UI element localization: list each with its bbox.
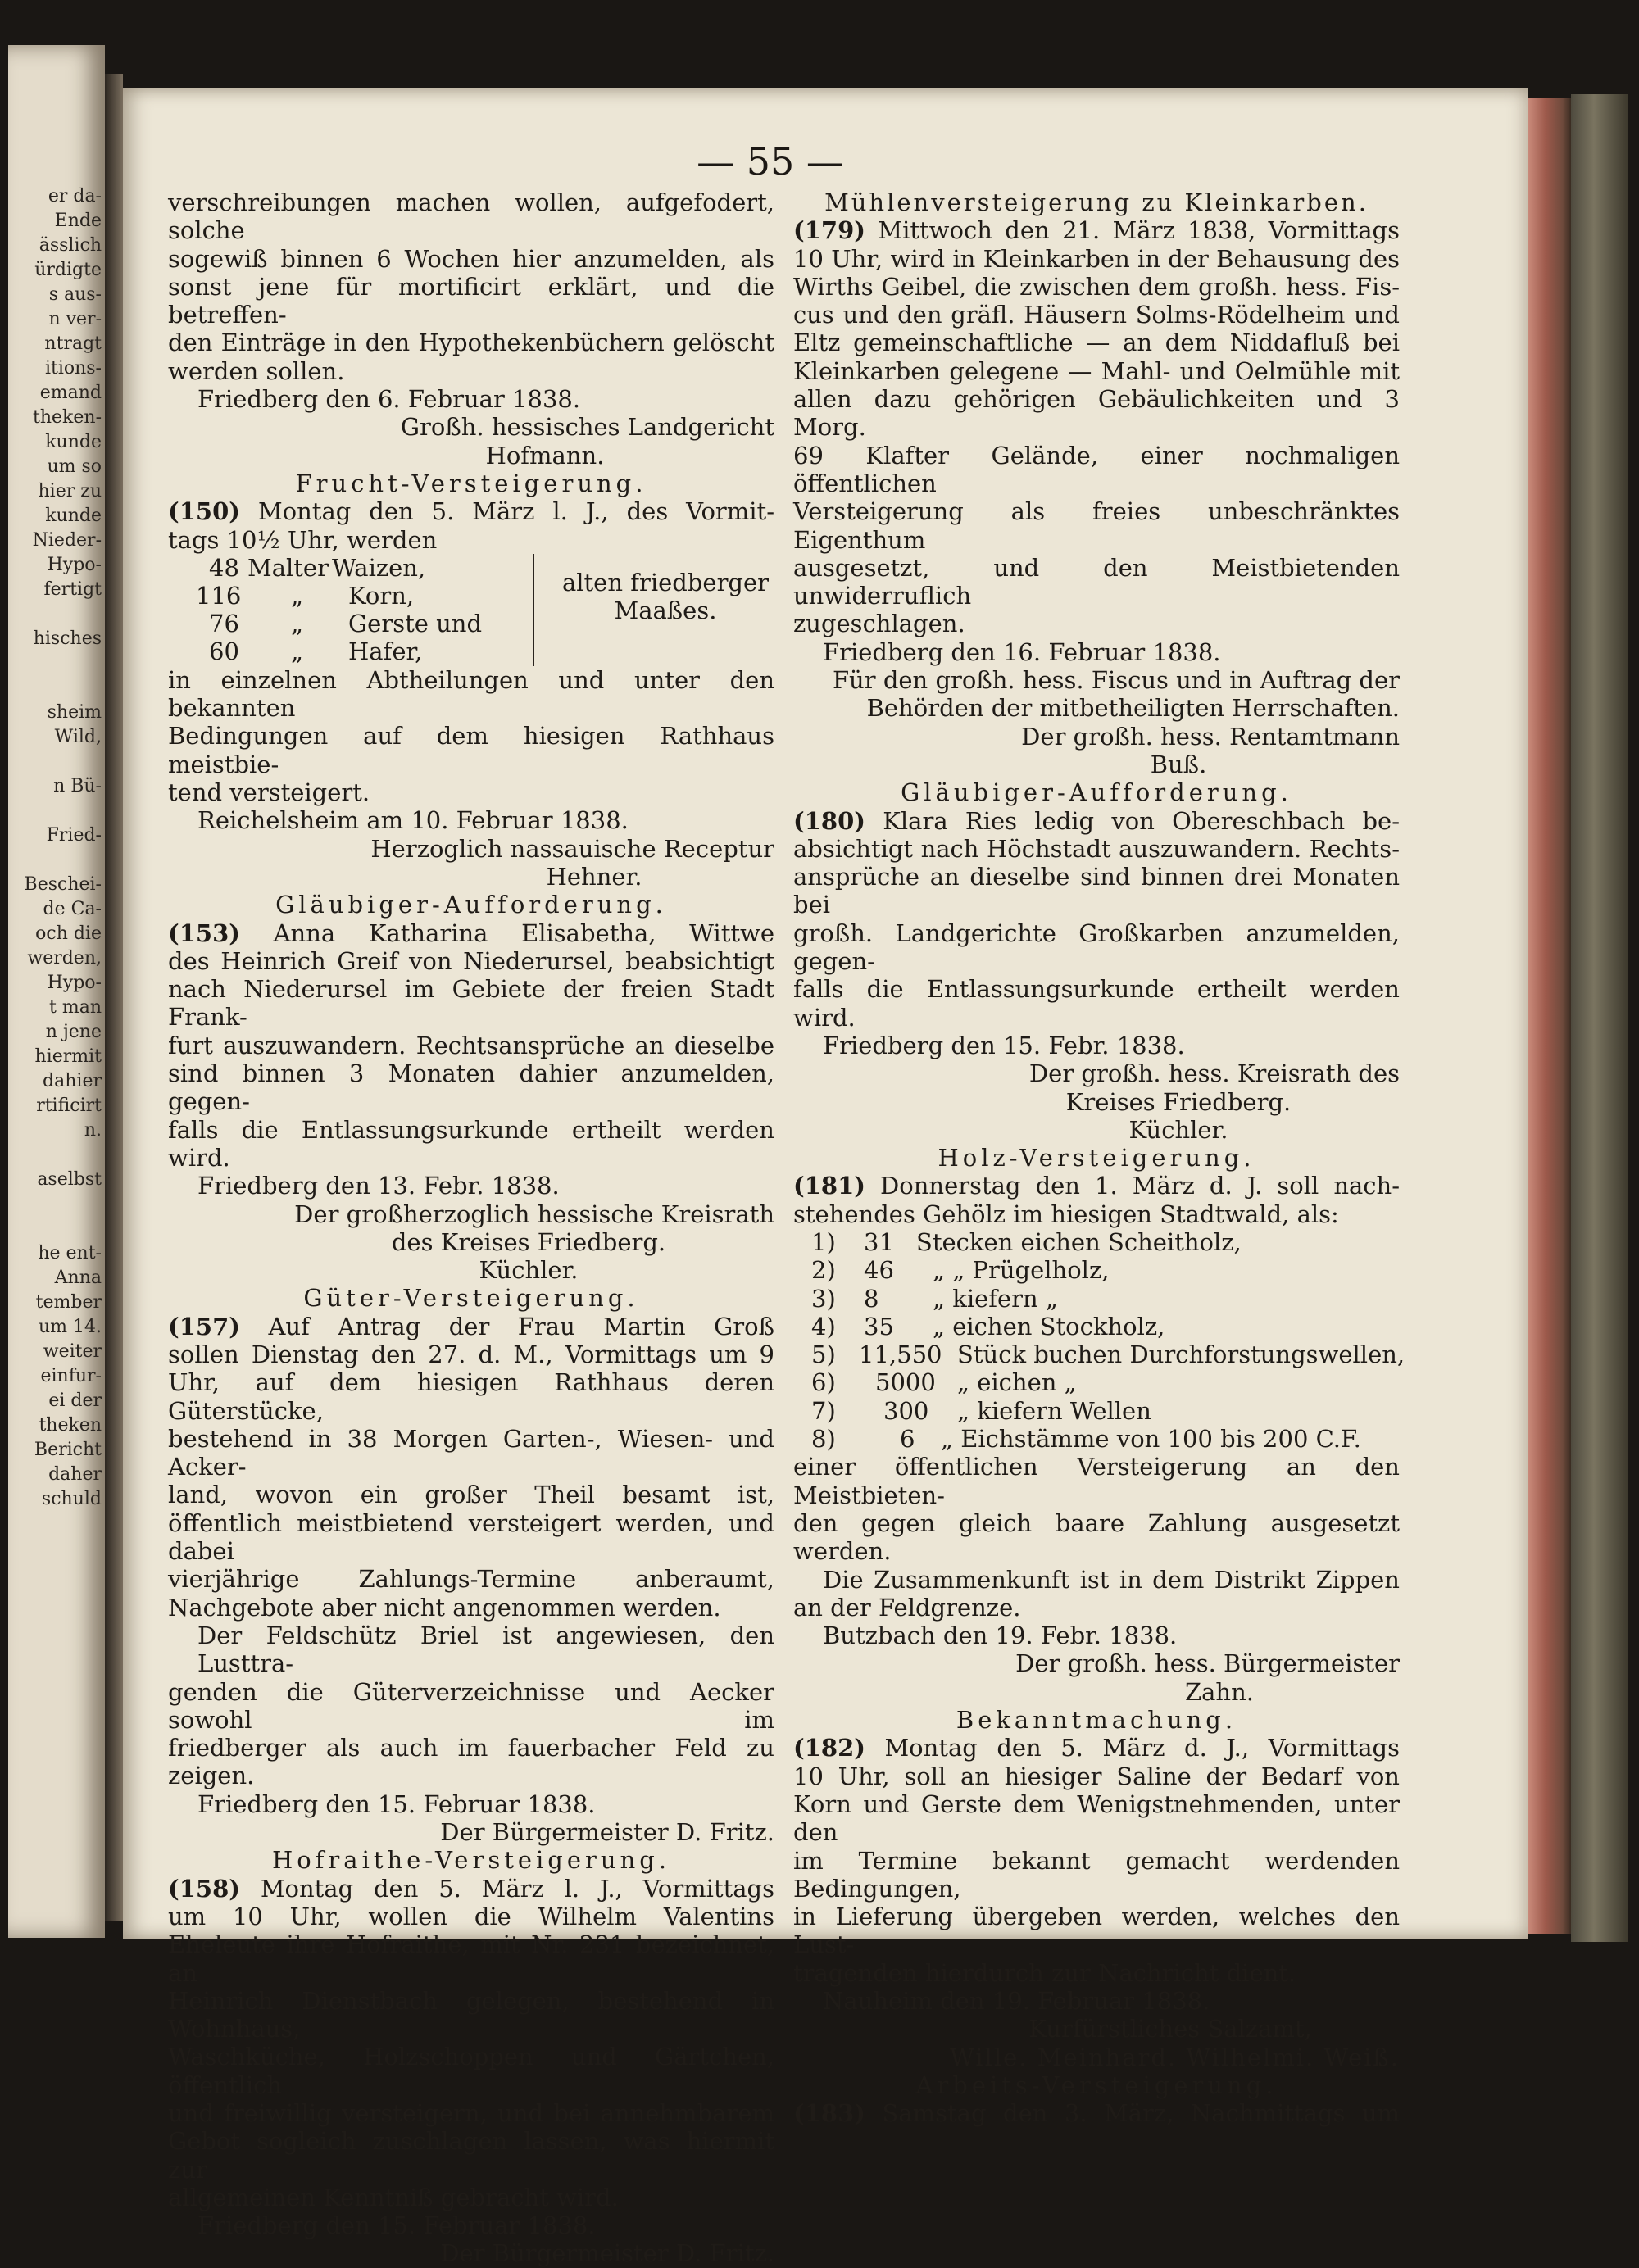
text-line: Samstag den 3. März, Nachmittags um [882, 2099, 1400, 2128]
text-line: des Heinrich Greif von Niederursel, beabsichtigt [168, 946, 774, 975]
signature: des Kreises Friedberg. [391, 1227, 666, 1256]
text-line: Montag den 5. März d. J., Vormittags [884, 1734, 1401, 1762]
text-line: genden die Güterverzeichnisse und Aecker sowohl im [168, 1677, 774, 1734]
grain-table [168, 554, 774, 666]
text-line: einer öffentlichen Versteigerung an den Meistbieten- [793, 1453, 1400, 1509]
margin-fragment [11, 676, 102, 701]
margin-fragment: n jene [45, 1022, 102, 1042]
text-line: sind binnen 3 Monaten dahier anzumelden, gegen- [168, 1059, 774, 1116]
list-item: 1) 31 Stecken eichen Scheitholz, [811, 1227, 1242, 1256]
notice-first-line [793, 1172, 1400, 1200]
left-column [168, 188, 774, 2268]
margin-fragment: fertigt [43, 579, 102, 600]
page-edges [1528, 98, 1571, 1934]
signature: Der großh. hess. Bürgermeister [1015, 1649, 1400, 1678]
text-line: Korn und Gerste dem Wenigstnehmenden, unter den [793, 1789, 1400, 1847]
notice-heading: Frucht-Versteigerung. [295, 469, 647, 497]
list-item: 3) 8 „ kiefern „ [811, 1284, 1058, 1313]
margin-fragment: daher [48, 1464, 102, 1485]
place-date: Friedberg den 15. Febr. 1838. [823, 1031, 1185, 1059]
margin-fragment: theken- [33, 407, 102, 428]
notice-heading: Bekanntmachung. [956, 1706, 1237, 1735]
margin-fragment: werden, [27, 948, 102, 968]
text-line: tend versteigert. [168, 778, 370, 807]
text-line: furt auszuwandern. Rechtsansprüche an dieselbe [168, 1031, 774, 1059]
text-line: und freiwillig versteigern, und bei annehmbarem [168, 2099, 774, 2127]
notice-number: (179) [793, 216, 865, 245]
list-item: 8) 6 „ Eichstämme von 100 bis 200 C.F. [811, 1425, 1361, 1454]
text-line: den Einträge in den Hypothekenbüchern gelöscht [168, 329, 774, 357]
notice-number: (180) [793, 806, 865, 835]
margin-fragment: hisches [33, 628, 102, 649]
notice-heading: Gläubiger-Aufforderung. [901, 778, 1292, 807]
margin-fragment [11, 651, 102, 676]
margin-fragment: Wild, [54, 727, 102, 747]
text-line: Heinrich Dienstbach gelegen, bestehend in Wohnhaus, [168, 1986, 774, 2043]
margin-fragment [11, 799, 102, 823]
right-column [793, 188, 1405, 2128]
text-line: 10 Uhr, wird in Kleinkarben in der Behausung des [793, 244, 1400, 273]
margin-fragment: t man [49, 997, 102, 1018]
text-line: öffentlich meistbietend versteigert werden, und dabei [168, 1508, 774, 1566]
margin-fragment: kunde [45, 432, 102, 452]
text-line: zugeschlagen. [793, 610, 965, 638]
place-date: Friedberg den 16. Februar 1838. [823, 637, 1221, 666]
text-line: Gebot sogleich zuschlagen lassen, was hiermit zur [168, 2127, 774, 2184]
notice-180 [793, 778, 1400, 1144]
grain-row: 76 „ Gerste und [209, 609, 483, 637]
margin-fragment [11, 1217, 102, 1241]
place-date: Nauheim den 19. Februar 1838. [823, 1987, 1210, 2015]
notice-first-line [168, 497, 774, 525]
margin-fragment: weiter [43, 1341, 102, 1362]
list-item: 6) 5000 „ eichen „ [811, 1368, 1077, 1397]
text-line: falls die Entlassungsurkunde ertheilt werden wird. [793, 975, 1400, 1032]
text-line: in einzelnen Abtheilungen und unter den bekannten [168, 665, 774, 723]
measure-brace [533, 554, 772, 666]
text-line: sonst jene für mortificirt erklärt, und die betreffen- [168, 272, 774, 329]
margin-fragment [11, 750, 102, 774]
notice-heading: Hofraithe-Versteigerung. [271, 1846, 671, 1875]
margin-fragment [11, 848, 102, 873]
grain-row: 60 „ Hafer, [209, 637, 423, 665]
text-line: falls die Entlassungsurkunde ertheilt werden wird. [168, 1115, 774, 1172]
intro-notice [168, 188, 774, 469]
signature: Der großh. hess. Rentamtmann [1021, 722, 1400, 751]
text-line: tags 10½ Uhr, werden [168, 525, 438, 554]
text-line: ansprüche an dieselbe sind binnen drei Monaten bei [793, 863, 1400, 919]
margin-fragment: n Bü- [53, 776, 102, 796]
text-line: sogewiß binnen 6 Wochen hier anzumelden, als [168, 244, 774, 273]
notice-number: (157) [168, 1312, 240, 1340]
margin-fragment: schuld [41, 1489, 102, 1509]
margin-fragment: aselbst [37, 1169, 102, 1190]
text-line: Mittwoch den 21. März 1838, Vormittags [878, 216, 1400, 245]
margin-fragment: ässlich [39, 235, 102, 256]
signature-name: Wille. Meinhard. Wilhelmi. Weiß. [950, 2043, 1400, 2071]
margin-fragment: einfur- [40, 1366, 102, 1386]
margin-fragment: s aus- [48, 284, 102, 305]
margin-fragment: dahier [43, 1071, 102, 1091]
text-line: in Lieferung übergeben werden, welches den Lust- [793, 1903, 1400, 1959]
margin-fragment: tember [35, 1292, 102, 1313]
signature: Großh. hessisches Landgericht [400, 413, 774, 442]
place-date: Reichelsheim am 10. Februar 1838. [197, 806, 629, 835]
notice-first-line [168, 1875, 774, 1903]
notice-179 [793, 188, 1400, 778]
text-line: Uhr, auf dem hiesigen Rathhaus deren Güterstücke, [168, 1368, 774, 1425]
margin-fragment: n ver- [48, 309, 102, 329]
text-line: allen dazu gehörigen Gebäulichkeiten und 3 Morg. [793, 385, 1400, 442]
text-line: Waschküche, Holzschoppen und Gärtchen, öffentlich [168, 2043, 774, 2099]
margin-fragment: n. [84, 1120, 102, 1141]
margin-fragment [11, 1192, 102, 1217]
margin-fragment: um so [47, 456, 102, 477]
notice-number: (153) [168, 919, 240, 947]
text-line: an der Feldgrenze. [793, 1593, 1021, 1622]
margin-fragment: emand [39, 383, 102, 403]
text-line: Eheleute ihre Hofraithe, mit Nr. 231 bezeichnet, an [168, 1930, 774, 1987]
notice-first-line [168, 1313, 774, 1340]
place-date: Friedberg den 13. Febr. 1838. [197, 1172, 560, 1200]
signature-name: Hofmann. [485, 441, 605, 469]
notice-153 [168, 891, 774, 1284]
signature: Der großh. hess. Kreisrath des [1028, 1059, 1400, 1088]
signature: Herzoglich nassauische Receptur [370, 834, 774, 863]
notice-158 [168, 1846, 774, 2267]
text-line: Donnerstag den 1. März d. J. soll nach- [880, 1172, 1401, 1200]
margin-fragment: er da- [48, 186, 102, 206]
margin-fragment: Nieder- [32, 530, 102, 551]
text-line: den gegen gleich baare Zahlung ausgesetzt werden. [793, 1508, 1400, 1566]
list-item: 4) 35 „ eichen Stockholz, [811, 1312, 1165, 1340]
text-line: tragenden hierdurch zur Nachricht dient. [793, 1958, 1296, 1987]
text-line: um 10 Uhr, wollen die Wilhelm Valentins [168, 1902, 774, 1930]
signature-name: Küchler. [1128, 1115, 1228, 1144]
margin-fragment: itions- [44, 358, 102, 379]
text-line: absichtigt nach Höchstadt auszuwandern. Rechts- [793, 834, 1400, 863]
notice-182 [793, 1706, 1400, 2071]
margin-fragment: ürdigte [34, 260, 102, 280]
margin-fragment: kunde [45, 506, 102, 526]
notice-183 [793, 2071, 1400, 2128]
facing-page [8, 45, 105, 1938]
notice-number: (181) [793, 1172, 865, 1200]
notice-first-line [793, 216, 1400, 244]
margin-fragment: um 14. [38, 1317, 102, 1337]
text-line: nach Niederursel im Gebiete der freien Stadt Frank- [168, 975, 774, 1032]
book-spine [105, 74, 123, 1921]
notice-181 [793, 1144, 1405, 1706]
notice-first-line [793, 807, 1400, 835]
text-line: Maaßes. [614, 596, 717, 624]
margin-fragment: de Ca- [43, 899, 102, 919]
list-item: 7) 300 „ kiefern Wellen [811, 1396, 1151, 1425]
signature-name: Buß. [1150, 750, 1207, 778]
text-line: vierjährige Zahlungs-Termine anberaumt, [168, 1565, 774, 1594]
page-number: — 55 — [697, 139, 844, 184]
text-line: Wirths Geibel, die zwischen dem großh. hess. Fis- [793, 272, 1400, 301]
margin-fragment: Anna [54, 1268, 102, 1288]
margin-fragment: ntragt [44, 333, 102, 354]
text-line: großh. Landgerichte Großkarben anzumelden, gegen- [793, 919, 1400, 976]
margin-fragment: Ende [54, 211, 102, 231]
margin-fragment: och die [35, 923, 102, 944]
text-line: Kleinkarben gelegene — Mahl- und Oelmühle mit [793, 356, 1400, 385]
text-line: bestehend in 38 Morgen Garten-, Wiesen- und Acker- [168, 1424, 774, 1481]
text-line: Auf Antrag der Frau Martin Groß [268, 1312, 774, 1340]
margin-fragment [11, 602, 102, 627]
notice-first-line [793, 1734, 1400, 1762]
text-line: land, wovon ein großer Theil besamt ist, [168, 1481, 774, 1509]
text-line: Montag den 5. März l. J., Vormittags [260, 1874, 774, 1903]
text-line: stehendes Gehölz im hiesigen Stadtwald, als: [793, 1200, 1339, 1228]
text-line: Bedingungen auf dem hiesigen Rathhaus meistbie- [168, 722, 774, 778]
text-line: 69 Klafter Gelände, einer nochmaligen öffentlichen [793, 441, 1400, 497]
text-line: Montag den 5. März l. J., des Vormit- [257, 497, 774, 526]
text-line: alten friedberger [561, 568, 770, 596]
margin-fragment: theken [39, 1415, 102, 1436]
text-line: allgemeinen Kenntniß gebracht wird. [168, 2183, 619, 2211]
list-item: 2) 46 „ „ Prügelholz, [811, 1256, 1110, 1285]
text-line: werden sollen. [168, 356, 345, 385]
notice-number: (182) [793, 1734, 865, 1762]
notice-heading: Gläubiger-Aufforderung. [275, 891, 667, 919]
notice-heading: Holz-Versteigerung. [938, 1144, 1255, 1173]
signature: Der großherzoglich hessische Kreisrath [294, 1200, 774, 1228]
book-cover [1571, 94, 1628, 1942]
place-date: Friedberg den 15. Februar 1838. [197, 2211, 596, 2240]
place-date: Butzbach den 19. Febr. 1838. [823, 1622, 1178, 1650]
list-item: 5) 11,550 Stück buchen Durchforstungswellen, [811, 1340, 1405, 1369]
text-line: 10 Uhr, soll an hiesiger Saline der Bedarf von [793, 1762, 1400, 1790]
signature-name: Hehner. [546, 862, 642, 891]
notice-number: (150) [168, 497, 240, 526]
margin-fragment: hiermit [34, 1046, 102, 1067]
place-date: Friedberg den 15. Februar 1838. [197, 1789, 596, 1818]
text-line: friedberger als auch im fauerbacher Feld zu zeigen. [168, 1734, 774, 1790]
signature: Behörden der mitbetheiligten Herrschaften. [866, 694, 1400, 723]
signature: Der Bürgermeister D. Fritz. [440, 1818, 774, 1847]
text-line: Versteigerung als freies unbeschränktes Eigenthum [793, 497, 1400, 554]
text-line: Der Feldschütz Briel ist angewiesen, den Lusttra- [197, 1621, 774, 1678]
notice-157 [168, 1284, 774, 1846]
place-date: Friedberg den 6. Februar 1838. [197, 385, 581, 414]
notice-heading: Mühlenversteigerung zu Kleinkarben. [824, 188, 1369, 216]
margin-fragment: Hypo- [47, 973, 102, 993]
notice-number: (158) [168, 1874, 240, 1903]
margin-fragment: ei der [48, 1390, 102, 1411]
margin-fragment: sheim [47, 702, 102, 723]
notice-first-line [168, 919, 774, 947]
margin-fragment: Beschei- [24, 874, 102, 895]
text-line: im Termine bekannt gemacht werdenden Bedingungen, [793, 1846, 1400, 1903]
text-line: cus und den gräfl. Häusern Solms-Rödelheim und [793, 301, 1400, 329]
notice-150 [168, 469, 774, 891]
signature-name: Zahn. [1184, 1677, 1254, 1706]
text-line: Eltz gemeinschaftliche — an dem Niddafluß bei [793, 329, 1400, 357]
margin-fragment: hier zu [38, 481, 102, 501]
text-line: sollen Dienstag den 27. d. M., Vormittags um 9 [168, 1340, 774, 1368]
margin-fragment: Hypo- [47, 555, 102, 575]
margin-fragment: rtificirt [36, 1095, 102, 1116]
signature: Der Bürgermeister D. Fritz. [440, 2239, 774, 2268]
text-line: Nachgebote aber nicht angenommen werden. [168, 1593, 721, 1622]
text-line: verschreibungen machen wollen, aufgefodert, solche [168, 188, 774, 245]
margin-fragment [11, 1143, 102, 1168]
notice-first-line [793, 2099, 1400, 2127]
signature: Kurfürstliches Salzamt, [1028, 2015, 1312, 2043]
notice-heading: Arbeits-Versteigerung. [915, 2071, 1278, 2099]
wood-list [793, 1227, 1405, 1454]
signature: Kreises Friedberg. [1065, 1087, 1292, 1116]
facing-page-text [11, 184, 102, 1512]
margin-fragment: Fried- [46, 825, 102, 846]
grain-row: 48 Malter Waizen, [209, 553, 426, 582]
margin-fragment: he ent- [38, 1243, 102, 1263]
text-line: Die Zusammenkunft ist in dem Distrikt Zippen [823, 1565, 1400, 1594]
signature-name: Küchler. [479, 1256, 579, 1285]
text-line: ausgesetzt, und den Meistbietenden unwiderruflich [793, 553, 1400, 610]
signature: Für den großh. hess. Fiscus und in Auftrag der [832, 666, 1400, 695]
notice-number: (183) [793, 2099, 865, 2128]
margin-fragment: Bericht [34, 1440, 102, 1460]
text-line: Klara Ries ledig von Obereschbach be- [883, 806, 1400, 835]
notice-heading: Güter-Versteigerung. [303, 1284, 639, 1313]
grain-row: 116 „ Korn, [196, 581, 415, 610]
text-line: Anna Katharina Elisabetha, Wittwe [273, 919, 774, 947]
